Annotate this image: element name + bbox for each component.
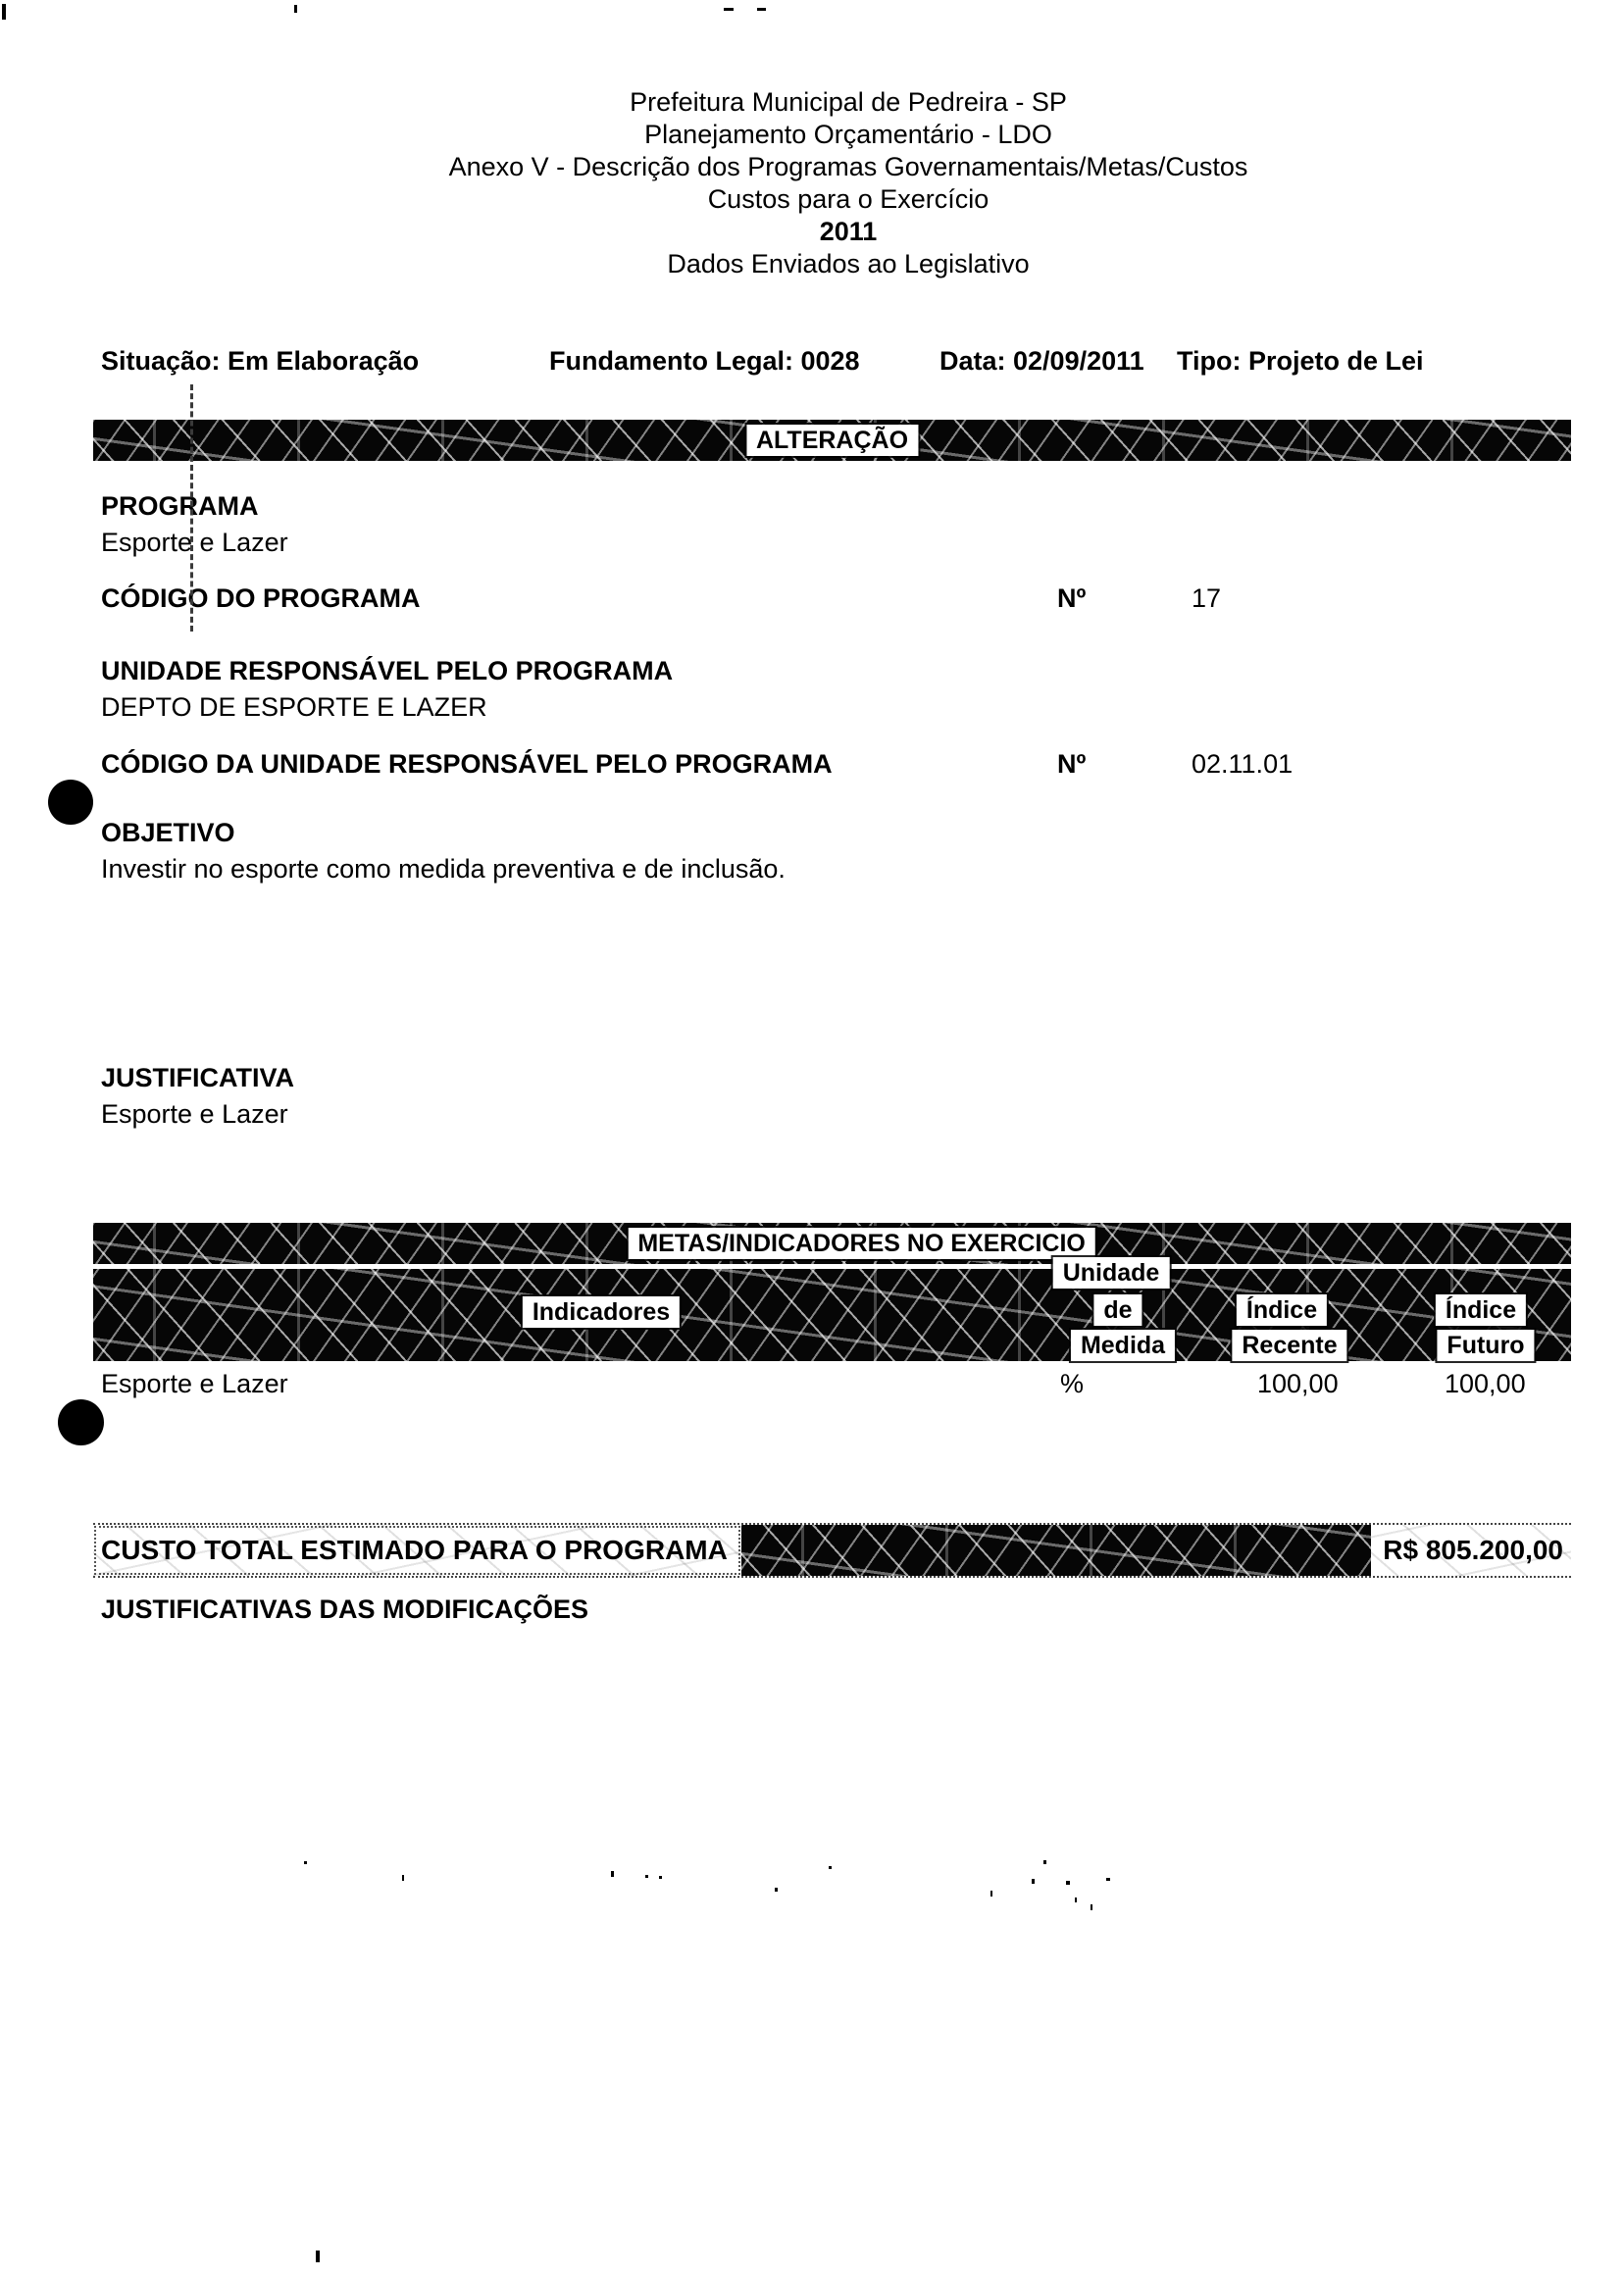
indicators-table-header-bar bbox=[93, 1259, 1571, 1361]
scan-speck bbox=[990, 1891, 992, 1897]
type-field: Tipo: Projeto de Lei bbox=[1177, 346, 1424, 376]
scan-speck bbox=[304, 1861, 307, 1864]
codigo-programa-value: 17 bbox=[1192, 583, 1222, 613]
codigo-programa-label: CÓDIGO DO PROGRAMA bbox=[101, 583, 421, 613]
scan-speck bbox=[2, 4, 6, 20]
scan-speck bbox=[757, 8, 766, 11]
header-line-costs: Custos para o Exercício bbox=[707, 184, 990, 214]
header-line-planning: Planejamento Orçamentário - LDO bbox=[644, 120, 1052, 149]
report-header bbox=[74, 86, 1623, 280]
metas-section-label: METAS/INDICADORES NO EXERCICIO bbox=[628, 1228, 1095, 1259]
column-header-recente-line1: Índice bbox=[1237, 1294, 1327, 1326]
indicator-name-cell: Esporte e Lazer bbox=[101, 1369, 288, 1398]
scan-speck bbox=[645, 1875, 648, 1878]
codigo-unidade-value: 02.11.01 bbox=[1192, 749, 1294, 779]
indicator-recent-index-cell: 100,00 bbox=[1257, 1369, 1339, 1398]
unidade-value: DEPTO DE ESPORTE E LAZER bbox=[101, 692, 487, 722]
scan-speck bbox=[724, 8, 734, 11]
total-cost-bar bbox=[93, 1523, 1571, 1578]
scan-speck bbox=[1032, 1879, 1035, 1884]
scan-fold-dashed-line bbox=[190, 384, 193, 632]
scan-speck bbox=[1106, 1878, 1110, 1881]
status-field: Situação: Em Elaboração bbox=[101, 346, 420, 376]
header-year: 2011 bbox=[819, 217, 878, 246]
total-cost-label: CUSTO TOTAL ESTIMADO PARA O PROGRAMA bbox=[93, 1525, 741, 1576]
scan-speck bbox=[1043, 1860, 1046, 1864]
scan-speck bbox=[402, 1875, 404, 1881]
objetivo-label: OBJETIVO bbox=[101, 818, 235, 847]
codigo-unidade-no-label: Nº bbox=[1057, 749, 1087, 779]
scan-speck bbox=[316, 2251, 320, 2262]
scan-speck bbox=[611, 1871, 614, 1877]
indicator-future-index-cell: 100,00 bbox=[1445, 1369, 1526, 1398]
column-header-futuro-line2: Futuro bbox=[1437, 1330, 1534, 1361]
punch-hole-mark-top bbox=[48, 780, 93, 825]
column-header-unidade-line1: Unidade bbox=[1053, 1257, 1170, 1289]
punch-hole-mark-bottom bbox=[58, 1399, 104, 1445]
header-subtitle: Dados Enviados ao Legislativo bbox=[667, 249, 1030, 278]
scan-speck bbox=[294, 5, 297, 13]
justificativa-value: Esporte e Lazer bbox=[101, 1099, 288, 1129]
codigo-programa-no-label: Nº bbox=[1057, 583, 1087, 613]
header-line-municipality: Prefeitura Municipal de Pedreira - SP bbox=[630, 87, 1067, 117]
column-header-recente-line2: Recente bbox=[1232, 1330, 1346, 1361]
date-field: Data: 02/09/2011 bbox=[939, 346, 1144, 376]
scan-speck bbox=[1091, 1904, 1092, 1910]
scan-speck bbox=[829, 1866, 832, 1869]
legal-basis-field: Fundamento Legal: 0028 bbox=[549, 346, 860, 376]
programa-value: Esporte e Lazer bbox=[101, 528, 288, 557]
programa-label: PROGRAMA bbox=[101, 491, 259, 521]
metas-section-bar bbox=[93, 1223, 1571, 1264]
header-line-annex: Anexo V - Descrição dos Programas Governamentais/Metas/Custos bbox=[448, 152, 1248, 181]
scan-speck bbox=[775, 1888, 778, 1892]
alteracao-section-label: ALTERAÇÃO bbox=[746, 425, 918, 456]
column-header-unidade-line3: Medida bbox=[1071, 1330, 1175, 1361]
scan-speck bbox=[659, 1876, 662, 1879]
objetivo-value: Investir no esporte como medida preventiva e de inclusão. bbox=[101, 854, 786, 884]
scan-speck bbox=[1066, 1881, 1070, 1885]
codigo-unidade-label: CÓDIGO DA UNIDADE RESPONSÁVEL PELO PROGRAMA bbox=[101, 749, 833, 779]
alteracao-section-bar bbox=[93, 420, 1571, 461]
column-header-unidade-line2: de bbox=[1093, 1294, 1142, 1326]
total-cost-value: R$ 805.200,00 bbox=[1371, 1525, 1571, 1576]
column-header-indicadores: Indicadores bbox=[523, 1296, 680, 1328]
indicator-unit-cell: % bbox=[1060, 1369, 1085, 1398]
scan-speck bbox=[1075, 1898, 1077, 1902]
justificativa-label: JUSTIFICATIVA bbox=[101, 1063, 295, 1092]
modifications-justification-label: JUSTIFICATIVAS DAS MODIFICAÇÕES bbox=[101, 1594, 589, 1624]
column-header-futuro-line1: Índice bbox=[1436, 1294, 1526, 1326]
unidade-label: UNIDADE RESPONSÁVEL PELO PROGRAMA bbox=[101, 656, 674, 685]
total-cost-filler-bar bbox=[741, 1525, 1371, 1576]
